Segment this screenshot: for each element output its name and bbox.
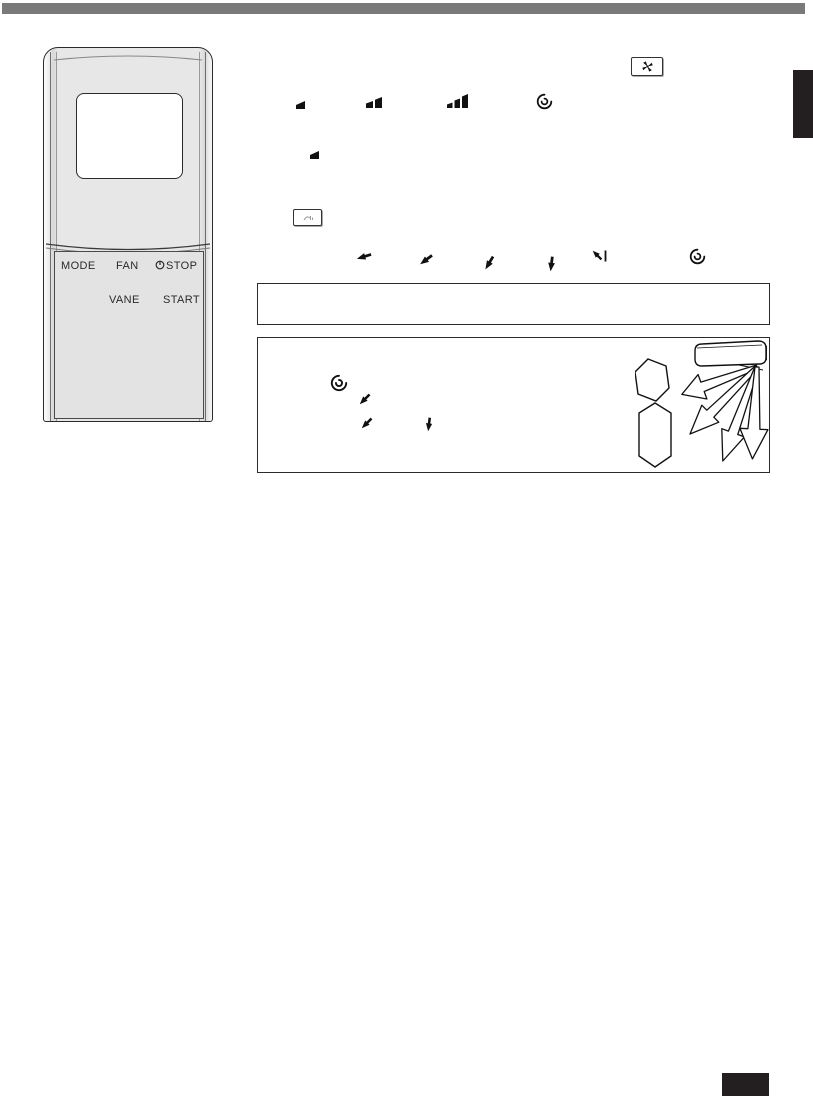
fan-speed-1-bar-icon <box>310 151 319 159</box>
mode-button-label: MODE <box>61 260 96 272</box>
remote-right-edge-line <box>205 52 206 421</box>
vane-angle-4-icon <box>542 254 560 272</box>
vane-angle-3-icon <box>482 255 498 271</box>
auto-swirl-icon <box>330 374 348 392</box>
vane-angle-2-icon <box>419 252 434 267</box>
fan-speed-2-bars-icon <box>366 97 383 108</box>
indoor-unit-airflow-illustration <box>635 339 771 471</box>
remote-top-curve <box>50 51 206 61</box>
fan-blades-icon <box>641 60 654 73</box>
fan-button-label: FAN <box>116 260 139 272</box>
vane-angle-2-icon <box>361 417 373 429</box>
remote-control-illustration <box>43 47 213 422</box>
fan-speed-1-bar-icon <box>296 101 305 109</box>
note-box-1 <box>257 283 770 325</box>
vane-angle-4-icon <box>421 416 438 433</box>
auto-swirl-icon <box>536 93 553 110</box>
fan-button-key <box>631 57 663 76</box>
start-button-label: START <box>163 294 201 306</box>
remote-left-edge-line <box>50 52 51 421</box>
vane-button-label: VANE <box>109 294 140 306</box>
note-box-2 <box>257 337 770 473</box>
power-circle-icon <box>155 260 165 270</box>
remote-display <box>76 93 183 179</box>
auto-swirl-icon <box>689 248 706 265</box>
page-number-box <box>722 1073 769 1096</box>
stop-button-label: STOP <box>155 260 197 272</box>
page-header-bar <box>2 3 805 14</box>
vane-swing-icon <box>592 249 608 265</box>
remote-flip-cover <box>54 251 204 419</box>
vane-button-key <box>293 209 322 226</box>
vane-angle-2-icon <box>359 393 371 405</box>
section-index-tab <box>793 70 813 138</box>
vane-button-icon <box>301 213 315 222</box>
vane-angle-1-icon <box>356 248 374 266</box>
fan-speed-3-bars-icon <box>447 94 468 108</box>
